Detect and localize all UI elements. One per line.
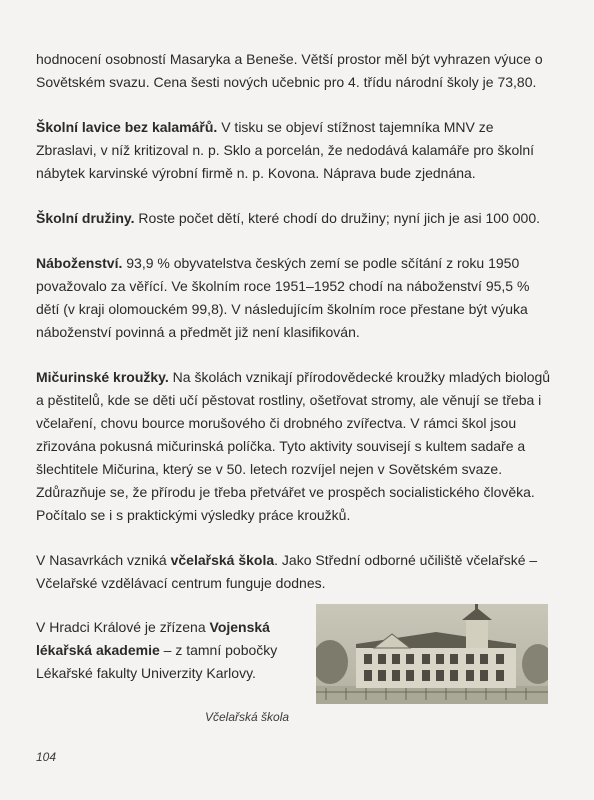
paragraph-skolni-druziny bbox=[36, 207, 556, 230]
paragraph-lead: Školní družiny. bbox=[36, 210, 135, 226]
paragraph-text: . Jako Střední odborné učiliště včelařské – Včelařské vzdělávací centrum funguje dodnes. bbox=[36, 552, 538, 591]
paragraph-highlight: Vojenská lékařská akademie bbox=[36, 619, 270, 658]
paragraph-nabozenstvi bbox=[36, 252, 556, 344]
paragraph-text: 93,9 % obyvatelstva českých zemí se podle sčítání z roku 1950 považovalo za věřící. Ve školním roce 1951–1952 chodí na náboženství 95,5 % dětí (v kraji olomouckém 99,8). V následujícím školním roce přestane být výuka náboženství povinná a předmět již není klasifikován. bbox=[36, 255, 530, 340]
paragraph-text: – z tamní pobočky Lékařské fakulty Univerzity Karlovy. bbox=[36, 642, 278, 681]
paragraph-skolni-lavice bbox=[36, 116, 556, 185]
paragraph-text: hodnocení osobností Masaryka a Beneše. Větší prostor měl být vyhrazen výuce o Sovětském svazu. Cena šesti nových učebnic pro 4. třídu národní školy je 73,80. bbox=[36, 51, 543, 90]
main-text bbox=[36, 48, 556, 617]
paragraph-text: V Nasavrkách vzniká bbox=[36, 552, 171, 568]
paragraph-lead: Náboženství. bbox=[36, 255, 123, 271]
paragraph-nasavrky bbox=[36, 549, 556, 595]
page-number: 104 bbox=[36, 750, 57, 764]
paragraph-text: Na školách vznikají přírodovědecké kroužky mladých biologů a pěstitelů, kde se děti učí pěstovat rostliny, ošetřovat stromy, ale věnují se třeba i včelaření, chovu bource morušového či drobného zvířectva. V rámci škol jsou zřizována pokusná mičurinská políčka. Tyto aktivity souvisejí s kultem sadaře a šlechtitele Mičurina, který se v 50. letech rozvíjel nejen v Sovětském svaze. Zdůrazňuje se, že přírodu je třeba přetvářet ve prospěch socialistického člověka. Počítalo se i s praktickými výsledky práce kroužků. bbox=[36, 369, 551, 523]
school-building-illustration bbox=[316, 604, 548, 704]
paragraph-micurinske-krouzky bbox=[36, 366, 556, 527]
paragraph-hradec bbox=[36, 616, 306, 685]
paragraph-masaryk bbox=[36, 48, 556, 94]
school-building-photo bbox=[316, 604, 548, 704]
photo-caption: Včelařská škola bbox=[205, 710, 290, 724]
paragraph-text: V tisku se objeví stížnost tajemníka MNV ze Zbraslavi, v níž kritizoval n. p. Sklo a porcelán, že nedodává kalamáře pro školní nábytek karvinské výrobní firmě n. p. Kovona. Náprava bude zjednána. bbox=[36, 119, 535, 181]
paragraph-text: V Hradci Králové je zřízena bbox=[36, 619, 210, 635]
paragraph-lead: Mičurinské kroužky. bbox=[36, 369, 169, 385]
paragraph-lead: Školní lavice bez kalamářů. bbox=[36, 119, 218, 135]
paragraph-text: Roste počet dětí, které chodí do družiny; nyní jich je asi 100 000. bbox=[134, 210, 540, 226]
paragraph-highlight: včelařská škola bbox=[170, 552, 275, 568]
